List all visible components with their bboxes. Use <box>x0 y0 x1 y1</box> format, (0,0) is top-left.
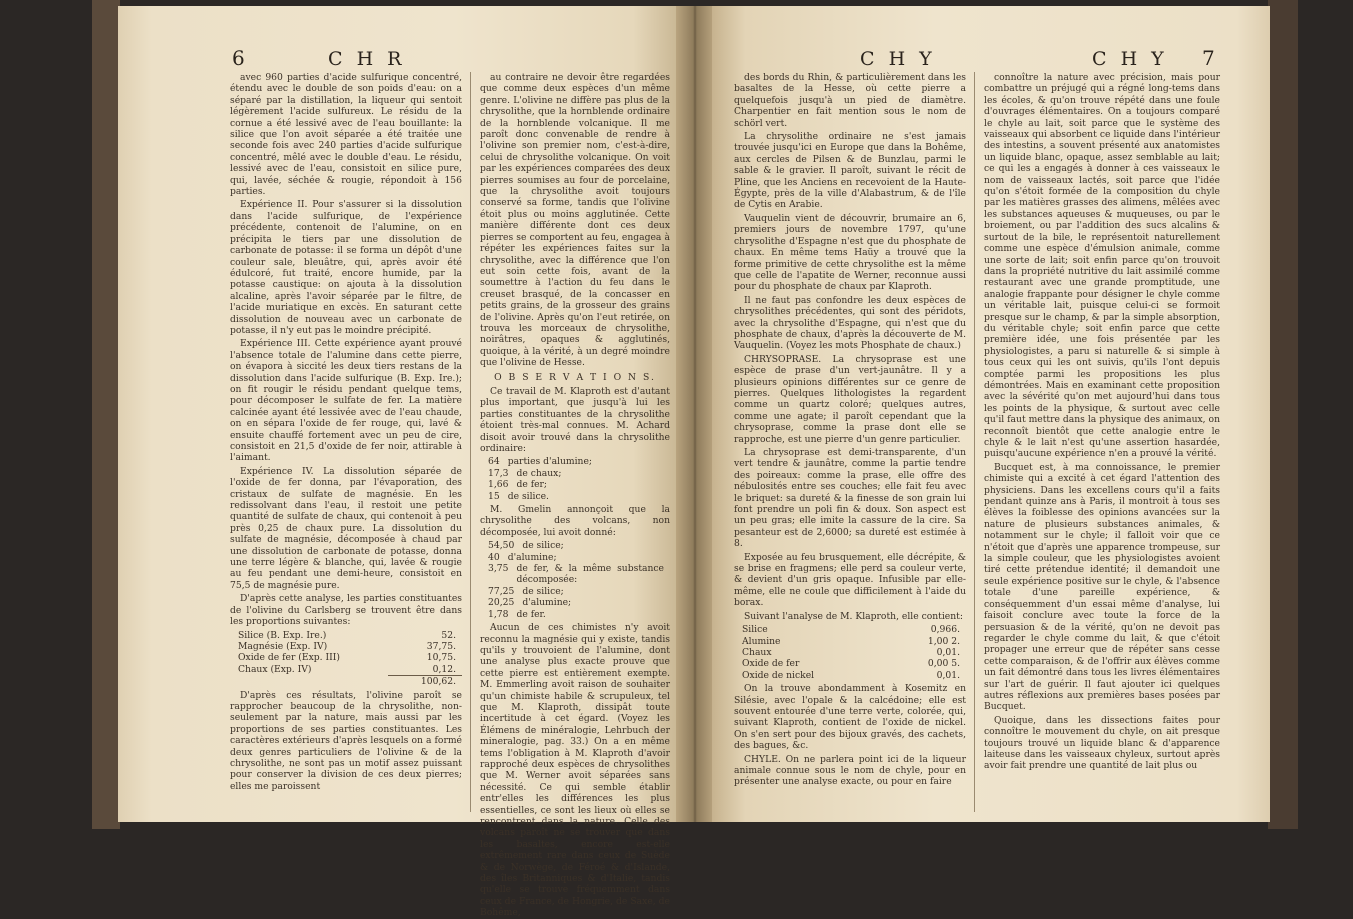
left-page <box>118 6 678 919</box>
paragraph: M. Gmelin annonçoit que la chrysolithe des volcans, non décomposée, lui avoit donné: <box>480 504 670 538</box>
observations-heading: O B S E R V A T I O N S. <box>494 371 656 383</box>
composition-table-achard <box>488 456 670 502</box>
running-head-right-1: C H Y <box>860 48 936 70</box>
paragraph: On la trouve abondamment à Kosemitz en Silésie, avec l'opale & la calcédoine; elle est souvent entourée d'une terre verte, colorée, qui, suivant Klaproth, contient de l'oxide de nickel. On s'en sert pour des bijoux gravés, des cachets, des bagues, &c. <box>734 683 966 752</box>
paragraph: avec 960 parties d'acide sulfurique concentré, étendu avec le double de son poids d'eau: on a séparé par la distillation, la liqueur qui sentoit légèrement l'acide sulfureux. Le résidu de la cornue a été lessivé avec de l'eau bouillante: la silice que l'on avoit séparée a été traitée une seconde fois avec 240 parties d'acide sulfurique concentré, mêlé avec le double d'eau. Le résidu, lessivé avec de l'eau, consistoit en silice pure, qui, lavée, séchée & rougie, répondoit à 156 parties. <box>230 72 462 198</box>
paragraph: des bords du Rhin, & particulièrement dans les basaltes de la Hesse, où cette pierre a quelquefois jusqu'à un pied de diamètre. Charpentier en fait mention sous le nom de schörl vert. <box>734 72 966 129</box>
paragraph: Quoique, dans les dissections faites pour connoître le mouvement du chyle, on ait presque toujours trouvé un liquide blanc & d'apparence laiteuse dans les vaisseaux chyleux, surtout après avoir fait prendre une quantité de lait plus ou <box>984 714 1220 772</box>
page-number-right: 7 <box>1202 46 1215 70</box>
table-row: Silice (B. Exp. Ire.) 52. <box>238 629 456 641</box>
paragraph: Suivant l'analyse de M. Klaproth, elle contient: <box>744 610 963 622</box>
table-row: Oxide de nickel 0,01. <box>742 669 960 681</box>
paragraph: Expérience II. Pour s'assurer si la dissolution dans l'acide sulfurique, de l'expérience précédente, contenoit de l'alumine, on en précipita le tiers par une dissolution de carbonate de potasse: il se forma un dépôt d'une couleur sale, bleuâtre, qui, après avoir été édulcoré, fut traité, encore humide, par la potasse caustique: on ajouta à la dissolution alcaline, après l'avoir séparée par le filtre, de l'acide muriatique en excès. En saturant cette dissolution de nouveau avec un carbonate de potasse, il n'y eut pas le moindre précipité. <box>230 199 462 336</box>
composition-table-olivine <box>238 630 462 688</box>
table-total: 100,62. <box>388 675 462 687</box>
table-row: 40 d'alumine; <box>488 551 557 563</box>
right-page-column-1 <box>734 72 966 812</box>
composition-table-gmelin <box>488 540 670 620</box>
paragraph: Expérience III. Cette expérience ayant prouvé l'absence totale de l'alumine dans cette pierre, on évapora à siccité les deux tiers restans de la dissolution dans l'acide sulfurique (B. Exp. Ire.); on fit rougir le résidu pendant quelque tems, pour décomposer le sulfate de fer. La matière calcinée ayant été lessivée avec de l'eau chaude, on en sépara l'oxide de fer rouge, qui, lavé & ensuite chauffé fortement avec un peu de cire, consistoit en 21,5 d'oxide de fer noir, attirable à l'aimant. <box>230 338 462 464</box>
table-row: 1,78 de fer. <box>488 608 546 620</box>
paragraph: Aucun de ces chimistes n'y avoit reconnu la magnésie qui y existe, tandis qu'ils y trouvoient de l'alumine, dont une analyse plus exacte prouve que cette pierre est entièrement exempte. M. Emmerling avoit raison de souhaiter qu'un chimiste habile & scrupuleux, tel que M. Klaproth, dissipât toute incertitude à cet égard. (Voyez les Élémens de minéralogie, Lehrbuch der mineralogie, pag. 33.) On a en même tems l'obligation à M. Klaproth d'avoir rapproché deux espèces de chrysolithes que M. Werner avoit séparées sans nécessité. Ce qui semble établir entr'elles les différences les plus essentielles, ce sont les lieux où elles se rencontrent dans la nature. Celle des volcans paroît ne se trouver que dans les basaltes, encore est-elle extrêmement rare dans ceux de Suède & de Norwège, de Féroé & d'Islande, des îles Britanniques & d'Italie, tandis qu'elle se trouve fréquemment dans ceux de France, de Hongrie, de Saxe, de Bohême, <box>480 622 670 919</box>
column-divider <box>470 72 471 812</box>
running-head-right-2: C H Y <box>1092 48 1168 70</box>
paragraph: connoître la nature avec précision, mais pour combattre un préjugé qui a régné long-tems dans les écoles, & qu'on trouve répété dans une foule d'ouvrages élémentaires. On a toujours comparé le chyle au lait, soit parce que le système des vaisseaux qui absorbent ce liquide dans l'intérieur des intestins, a souvent présenté aux anatomistes un liquide blanc, opaque, assez semblable au lait; ce qui les a engagés à donner à ces vaisseaux le nom de vaisseaux lactés, soit parce que l'idée qu'on s'étoit formée de la composition du chyle par les matières grasses des alimens, mêlées avec les substances aqueuses & muqueuses, ou par le broiement, ou par l'addition des sucs alcalins & surtout de la bile, le représentoit naturellement comme une espèce d'émulsion animale, comme une sorte de lait; soit enfin parce qu'on trouvoit dans la propriété nutritive du lait assimilé comme restaurant avec une grande promptitude, une analogie frappante pour désigner le chyle comme un véritable lait, puisque celui-ci se formoit presque sur le champ, & par la simple absorption, du véritable chyle; soit enfin parce que cette première idée, une fois présentée par les physiologistes, a paru si naturelle & si simple à tous ceux qui les ont suivis, qu'ils l'ont depuis comptée parmi les propositions les plus démontrées. Mais en examinant cette proposition avec la sévérité qu'on met aujourd'hui dans tous les points de la physique, & surtout avec celle qu'il faut mettre dans la physique des animaux, on reconnoît bientôt que cette analogie entre le chyle & le lait n'est qu'une assertion hasardée, puisqu'aucune expérience n'en a prouvé la vérité. <box>984 72 1220 460</box>
table-row: 64 parties d'alumine; <box>488 456 592 468</box>
table-row: 1,66 de fer; <box>488 479 548 491</box>
table-row: 77,25 de silice; <box>488 585 564 597</box>
running-head-left: C H R <box>328 48 406 70</box>
left-page-column-1 <box>230 72 462 812</box>
table-row: Chaux (Exp. IV) 0,12. <box>238 663 456 675</box>
paragraph: Il ne faut pas confondre les deux espèces de chrysolithes précédentes, qui sont des péridots, avec la chrysolithe d'Espagne, qui n'est que du phosphate de chaux, d'après la découverte de M. Vauquelin. (Voyez les mots Phosphate de chaux.) <box>734 294 966 352</box>
paragraph: La chrysolithe ordinaire ne s'est jamais trouvée jusqu'ici en Europe que dans la Bohême, aux cercles de Pilsen & de Bunzlau, parmi le sable & le gravier. Il paroît, suivant le récit de Pline, que les Anciens en recevoient de la Haute-Égypte, près de la ville d'Alabastrum, & de l'île de Cytis en Arabie. <box>734 131 966 211</box>
table-row: Silice 0,966. <box>742 624 960 636</box>
paragraph: au contraire ne devoir être regardées que comme deux espèces d'un même genre. L'olivine ne diffère pas plus de la chrysolithe, que la hornblende ordinaire de la hornblende volcanique. Il me paroît donc convenable de rendre à l'olivine son premier nom, c'est-à-dire, celui de chrysolithe volcanique. On voit par les expériences comparées des deux pierres soumises au four de porcelaine, que la chrysolithe avoit toujours conservé sa forme, tandis que l'olivine étoit plus ou moins agglutinée. Cette manière différente dont ces deux pierres se comportent au feu, engagea à répéter les expériences faites sur la chrysolithe, avec la différence que l'on eut soin cette fois, avant de la soumettre à l'action du feu dans le creuset brasqué, de la concasser en petits grains, de la grosseur des grains de l'olivine. Après qu'on l'eut retirée, on trouva les morceaux de chrysolithe, noirâtres, opaques & agglutinés, quoique, à la vérité, à un degré moindre que l'olivine de Hesse. <box>480 72 670 369</box>
paragraph: D'après cette analyse, les parties constituantes de l'olivine du Carlsberg se trouvent être dans les proportions suivantes: <box>230 593 462 628</box>
paragraph: Expérience IV. La dissolution séparée de l'oxide de fer donna, par l'évaporation, des cristaux de sulfate de magnésie. En les redissolvant dans l'eau, il restoit une petite quantité de sulfate de chaux, qui contenoit à peu près 0,25 de chaux pure. La dissolution du sulfate de magnésie, décomposée à chaud par une dissolution de carbonate de potasse, donna une terre légère & blanche, qui, lavée & rougie au feu pendant une demi-heure, consistoit en 75,5 de magnésie pure. <box>230 465 462 591</box>
table-row: 15 de silice. <box>488 490 549 502</box>
right-page <box>712 6 1270 822</box>
paragraph: Bucquet est, à ma connoissance, le premier chimiste qui a excité à cet égard l'attention des physiciens. Dans les excellens cours qu'il a faits pendant quinze ans à Paris, il montroit à tous ses élèves la foiblesse des opinions avancées sur la nature de plusieurs substances animales, & notamment sur le chyle; il falloit voir que ce n'étoit que d'après une apparence trompeuse, sur la simple couleur, que les physiologistes avoient tiré cette prétendue identité; il demandoit une seule expérience positive sur le chyle, & l'absence totale d'une pareille expérience, & conséquemment d'un essai même d'analyse, lui faisoit conclure avec toute la force de la persuasion & de la vérité, qu'on ne devoit pas regarder le chyle comme du lait, & que c'étoit propager une erreur que de répéter sans cesse cette comparaison, & de l'offrir aux élèves comme un fait démontré dans tous les livres élémentaires sur l'art de guérir. Il faut ajouter ici quelques autres réflexions aux premières bases posées par Bucquet. <box>984 461 1220 713</box>
table-row: 20,25 d'alumine; <box>488 597 572 609</box>
table-row: Alumine 1,00 2. <box>742 635 960 647</box>
paragraph: CHRYSOPRASE. La chrysoprase est une espèce de prase d'un vert-jaunâtre. Il y a plusieurs opinions différentes sur ce genre de pierres. Quelques lithologistes la regardent comme un quartz coloré; quelques autres, comme une agate; il paroît cependant que la chrysoprase, comme la prase dont elle se rapproche, est une pierre d'un genre particulier. <box>734 353 966 445</box>
left-page-column-2 <box>480 72 670 919</box>
table-row: 3,75 de fer, & la même substance décomposée: <box>488 563 664 586</box>
book-cover-left <box>92 0 120 829</box>
paragraph: Ce travail de M. Klaproth est d'autant plus important, que jusqu'à lui les parties constituantes de la chrysolithe étoient très-mal connues. M. Achard disoit avoir trouvé dans la chrysolithe ordinaire: <box>480 385 670 454</box>
column-divider <box>974 72 975 812</box>
table-row: Magnésie (Exp. IV) 37,75. <box>238 640 456 652</box>
table-row: Chaux 0,01. <box>742 646 960 658</box>
paragraph: Exposée au feu brusquement, elle décrépite, & se brise en fragmens; elle perd sa couleur verte, & devient d'un gris opaque. Infusible par elle-même, elle ne coule que difficilement à l'aide du borax. <box>734 551 966 609</box>
table-row: 54,50 de silice; <box>488 540 564 552</box>
right-page-column-2 <box>984 72 1220 812</box>
page-number-left: 6 <box>232 46 245 70</box>
book-cover-right <box>1268 0 1298 829</box>
paragraph: D'après ces résultats, l'olivine paroît se rapprocher beaucoup de la chrysolithe, non-seulement par la nature, mais aussi par les proportions de ses parties constituantes. Les caractères extérieurs d'après lesquels on a formé deux genres particuliers de l'olivine & de la chrysolithe, ne sont pas un motif assez puissant pour conserver la division de ces deux pierres; elles me paroissent <box>230 689 462 792</box>
paragraph: Vauquelin vient de découvrir, brumaire an 6, premiers jours de novembre 1797, qu'une chrysolithe d'Espagne n'est que du phosphate de chaux. En même tems Haüy a trouvé que la forme primitive de cette chrysolithe est la même que celle de l'apatite de Werner, reconnue aussi pour du phosphate de chaux par Klaproth. <box>734 212 966 293</box>
table-row: Oxide de fer 0,00 5. <box>742 658 960 670</box>
paragraph: CHYLE. On ne parlera point ici de la liqueur animale connue sous le nom de chyle, pour en présenter une analyse exacte, ou pour en faire <box>734 753 966 788</box>
table-row: 17,3 de chaux; <box>488 467 562 479</box>
table-row: Oxide de fer (Exp. III) 10,75. <box>238 652 456 664</box>
paragraph: La chrysoprase est demi-transparente, d'un vert tendre & jaunâtre, comme la partie tendre des poireaux: comme la prase, elle offre des nébulosités entre ses couches; elle fait feu avec le briquet: sa dureté & la finesse de son grain lui font prendre un poli fin & doux. Son aspect est un peu gras; elle imite la cassure de la cire. Sa pesanteur est de 2,6000; sa dureté est estimée à 8. <box>734 447 966 550</box>
book-gutter <box>676 6 714 822</box>
composition-table-chrysoprase <box>742 624 966 681</box>
